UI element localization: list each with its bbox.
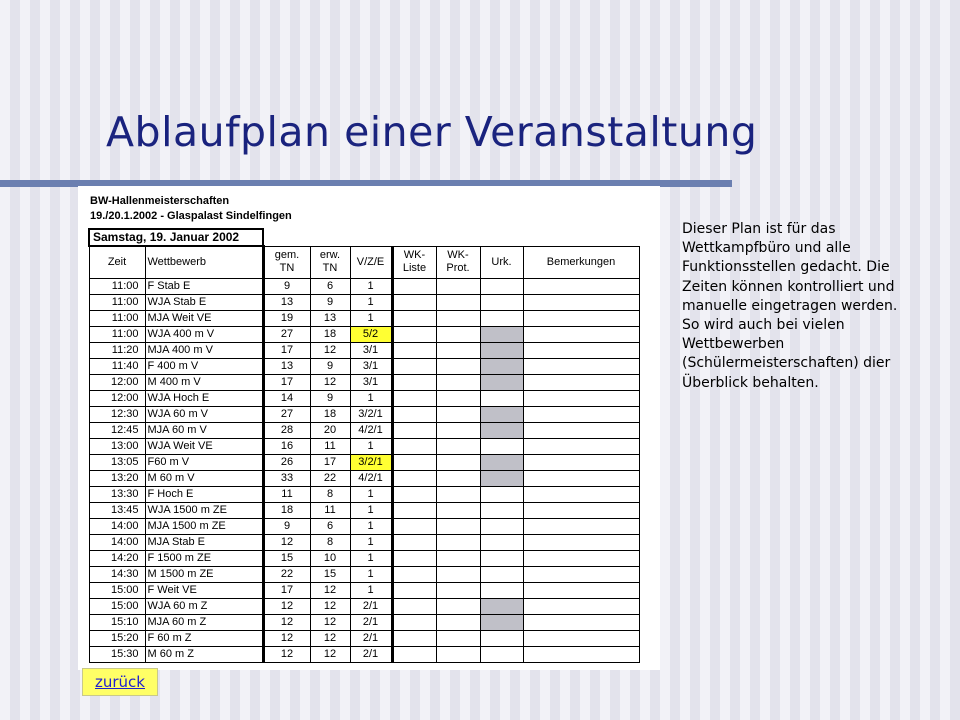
- cell-wettbewerb: MJA Weit VE: [145, 311, 263, 327]
- cell-wettbewerb: MJA 60 m Z: [145, 615, 263, 631]
- explanation-text: Dieser Plan ist für das Wettkampfbüro und alle Funktionsstellen gedacht. Die Zeiten können kontrolliert und manuelle eingetragen werden. So wird auch bei vielen Wettbewerben (Schülermeisterschaften) dier Überblick behalten.: [682, 221, 898, 391]
- cell-gem-tn: 17: [263, 583, 310, 599]
- cell-wk-liste: [392, 583, 436, 599]
- cell-zeit: 15:00: [89, 599, 145, 615]
- column-header-erw-tn: erw. TN: [310, 246, 350, 279]
- column-header-vze: V/Z/E: [350, 246, 392, 279]
- table-row: [89, 599, 639, 615]
- cell-bemerkungen: [523, 535, 639, 551]
- cell-erw-tn: 15: [310, 567, 350, 583]
- cell-wk-prot: [436, 327, 480, 343]
- cell-wettbewerb: MJA 400 m V: [145, 343, 263, 359]
- cell-erw-tn: 17: [310, 455, 350, 471]
- cell-wettbewerb: WJA 1500 m ZE: [145, 503, 263, 519]
- cell-wk-liste: [392, 519, 436, 535]
- cell-urk: [480, 279, 523, 295]
- cell-urk: [480, 391, 523, 407]
- cell-bemerkungen: [523, 583, 639, 599]
- cell-wk-prot: [436, 615, 480, 631]
- cell-zeit: 15:30: [89, 647, 145, 663]
- cell-wk-liste: [392, 439, 436, 455]
- cell-vze: 1: [350, 279, 392, 295]
- cell-bemerkungen: [523, 487, 639, 503]
- cell-vze: 3/2/1: [350, 407, 392, 423]
- cell-gem-tn: 27: [263, 327, 310, 343]
- cell-zeit: 15:00: [89, 583, 145, 599]
- cell-bemerkungen: [523, 423, 639, 439]
- cell-wk-prot: [436, 487, 480, 503]
- page-title: Ablaufplan einer Veranstaltung: [106, 108, 758, 156]
- table-header-row: [89, 246, 639, 279]
- cell-vze: 1: [350, 439, 392, 455]
- cell-wettbewerb: F60 m V: [145, 455, 263, 471]
- cell-erw-tn: 9: [310, 391, 350, 407]
- cell-vze: 2/1: [350, 599, 392, 615]
- cell-wettbewerb: M 60 m Z: [145, 647, 263, 663]
- cell-wk-liste: [392, 503, 436, 519]
- table-row: [89, 519, 639, 535]
- cell-gem-tn: 33: [263, 471, 310, 487]
- cell-zeit: 11:00: [89, 311, 145, 327]
- cell-wettbewerb: F 400 m V: [145, 359, 263, 375]
- cell-wettbewerb: F Stab E: [145, 279, 263, 295]
- cell-zeit: 12:45: [89, 423, 145, 439]
- table-row: [89, 311, 639, 327]
- cell-wk-liste: [392, 311, 436, 327]
- cell-gem-tn: 16: [263, 439, 310, 455]
- cell-wk-liste: [392, 391, 436, 407]
- cell-wk-prot: [436, 647, 480, 663]
- cell-gem-tn: 12: [263, 631, 310, 647]
- cell-bemerkungen: [523, 295, 639, 311]
- cell-erw-tn: 12: [310, 583, 350, 599]
- cell-erw-tn: 20: [310, 423, 350, 439]
- cell-wk-prot: [436, 407, 480, 423]
- cell-vze: 1: [350, 391, 392, 407]
- cell-vze: 1: [350, 567, 392, 583]
- cell-bemerkungen: [523, 439, 639, 455]
- cell-wk-prot: [436, 375, 480, 391]
- cell-wettbewerb: F Weit VE: [145, 583, 263, 599]
- column-header-urk: Urk.: [480, 246, 523, 279]
- cell-bemerkungen: [523, 471, 639, 487]
- cell-urk: [480, 359, 523, 375]
- cell-erw-tn: 11: [310, 503, 350, 519]
- cell-wettbewerb: WJA 400 m V: [145, 327, 263, 343]
- cell-bemerkungen: [523, 311, 639, 327]
- column-header-zeit: Zeit: [89, 246, 145, 279]
- cell-zeit: 12:00: [89, 375, 145, 391]
- cell-wk-prot: [436, 551, 480, 567]
- cell-wettbewerb: F Hoch E: [145, 487, 263, 503]
- cell-bemerkungen: [523, 407, 639, 423]
- cell-bemerkungen: [523, 519, 639, 535]
- cell-gem-tn: 17: [263, 375, 310, 391]
- table-row: [89, 279, 639, 295]
- cell-gem-tn: 11: [263, 487, 310, 503]
- cell-vze: 1: [350, 503, 392, 519]
- cell-erw-tn: 8: [310, 487, 350, 503]
- cell-vze: 3/2/1: [350, 455, 392, 471]
- cell-gem-tn: 13: [263, 295, 310, 311]
- cell-wk-prot: [436, 583, 480, 599]
- cell-zeit: 13:05: [89, 455, 145, 471]
- cell-zeit: 11:00: [89, 279, 145, 295]
- cell-vze: 1: [350, 519, 392, 535]
- cell-urk: [480, 375, 523, 391]
- cell-vze: 3/1: [350, 343, 392, 359]
- table-row: [89, 343, 639, 359]
- cell-wk-liste: [392, 343, 436, 359]
- cell-wk-prot: [436, 295, 480, 311]
- column-header-bemerkungen: Bemerkungen: [523, 246, 639, 279]
- column-header-wk-prot: WK-Prot.: [436, 246, 480, 279]
- sheet-heading-event: BW-Hallenmeisterschaften: [90, 195, 230, 207]
- cell-wk-prot: [436, 279, 480, 295]
- cell-bemerkungen: [523, 647, 639, 663]
- cell-vze: 1: [350, 583, 392, 599]
- cell-bemerkungen: [523, 599, 639, 615]
- cell-urk: [480, 295, 523, 311]
- cell-bemerkungen: [523, 279, 639, 295]
- table-row: [89, 647, 639, 663]
- cell-erw-tn: 12: [310, 615, 350, 631]
- table-row: [89, 631, 639, 647]
- cell-wk-liste: [392, 423, 436, 439]
- cell-gem-tn: 9: [263, 519, 310, 535]
- cell-zeit: 13:30: [89, 487, 145, 503]
- cell-bemerkungen: [523, 551, 639, 567]
- cell-erw-tn: 12: [310, 631, 350, 647]
- cell-urk: [480, 631, 523, 647]
- cell-zeit: 12:30: [89, 407, 145, 423]
- cell-erw-tn: 8: [310, 535, 350, 551]
- cell-erw-tn: 9: [310, 359, 350, 375]
- cell-wk-prot: [436, 471, 480, 487]
- table-row: [89, 615, 639, 631]
- cell-urk: [480, 551, 523, 567]
- cell-urk: [480, 583, 523, 599]
- cell-vze: 3/1: [350, 375, 392, 391]
- cell-urk: [480, 423, 523, 439]
- cell-urk: [480, 535, 523, 551]
- cell-gem-tn: 22: [263, 567, 310, 583]
- cell-wettbewerb: MJA Stab E: [145, 535, 263, 551]
- cell-wk-liste: [392, 567, 436, 583]
- cell-zeit: 13:20: [89, 471, 145, 487]
- cell-gem-tn: 12: [263, 647, 310, 663]
- cell-wk-liste: [392, 295, 436, 311]
- cell-erw-tn: 12: [310, 647, 350, 663]
- cell-zeit: 14:20: [89, 551, 145, 567]
- cell-vze: 4/2/1: [350, 423, 392, 439]
- cell-erw-tn: 18: [310, 327, 350, 343]
- cell-gem-tn: 19: [263, 311, 310, 327]
- cell-wk-liste: [392, 471, 436, 487]
- cell-urk: [480, 567, 523, 583]
- cell-wettbewerb: WJA Hoch E: [145, 391, 263, 407]
- cell-zeit: 14:00: [89, 519, 145, 535]
- cell-zeit: 14:00: [89, 535, 145, 551]
- day-label: Samstag, 19. Januar 2002: [89, 229, 263, 246]
- cell-wk-liste: [392, 455, 436, 471]
- cell-wk-prot: [436, 343, 480, 359]
- cell-wk-liste: [392, 647, 436, 663]
- cell-wettbewerb: MJA 60 m V: [145, 423, 263, 439]
- cell-erw-tn: 12: [310, 343, 350, 359]
- cell-wk-prot: [436, 567, 480, 583]
- table-row: [89, 471, 639, 487]
- column-header-gem-tn: gem. TN: [263, 246, 310, 279]
- table-row: [89, 487, 639, 503]
- cell-zeit: 11:00: [89, 327, 145, 343]
- cell-vze: 5/2: [350, 327, 392, 343]
- cell-urk: [480, 647, 523, 663]
- cell-urk: [480, 487, 523, 503]
- cell-urk: [480, 599, 523, 615]
- cell-bemerkungen: [523, 503, 639, 519]
- table-row: [89, 535, 639, 551]
- cell-zeit: 14:30: [89, 567, 145, 583]
- cell-gem-tn: 18: [263, 503, 310, 519]
- cell-urk: [480, 439, 523, 455]
- cell-bemerkungen: [523, 631, 639, 647]
- cell-bemerkungen: [523, 615, 639, 631]
- table-row: [89, 327, 639, 343]
- cell-urk: [480, 615, 523, 631]
- cell-erw-tn: 11: [310, 439, 350, 455]
- cell-urk: [480, 343, 523, 359]
- schedule-sheet: [78, 186, 660, 670]
- cell-gem-tn: 12: [263, 599, 310, 615]
- cell-wk-prot: [436, 311, 480, 327]
- cell-wk-prot: [436, 519, 480, 535]
- cell-wk-prot: [436, 599, 480, 615]
- cell-gem-tn: 17: [263, 343, 310, 359]
- cell-wettbewerb: F 1500 m ZE: [145, 551, 263, 567]
- cell-wk-prot: [436, 391, 480, 407]
- cell-gem-tn: 9: [263, 279, 310, 295]
- cell-wettbewerb: MJA 1500 m ZE: [145, 519, 263, 535]
- cell-wettbewerb: M 60 m V: [145, 471, 263, 487]
- cell-vze: 2/1: [350, 615, 392, 631]
- cell-zeit: 13:45: [89, 503, 145, 519]
- cell-gem-tn: 26: [263, 455, 310, 471]
- cell-erw-tn: 12: [310, 375, 350, 391]
- cell-bemerkungen: [523, 327, 639, 343]
- cell-urk: [480, 327, 523, 343]
- cell-wettbewerb: WJA Stab E: [145, 295, 263, 311]
- cell-bemerkungen: [523, 359, 639, 375]
- cell-wk-liste: [392, 359, 436, 375]
- column-header-wettbewerb: Wettbewerb: [145, 246, 263, 279]
- cell-zeit: 15:20: [89, 631, 145, 647]
- cell-vze: 1: [350, 295, 392, 311]
- cell-urk: [480, 311, 523, 327]
- cell-zeit: 15:10: [89, 615, 145, 631]
- table-row: [89, 423, 639, 439]
- cell-vze: 2/1: [350, 631, 392, 647]
- cell-gem-tn: 13: [263, 359, 310, 375]
- column-header-wk-liste: WK-Liste: [392, 246, 436, 279]
- cell-wk-prot: [436, 455, 480, 471]
- cell-erw-tn: 13: [310, 311, 350, 327]
- cell-bemerkungen: [523, 455, 639, 471]
- cell-erw-tn: 10: [310, 551, 350, 567]
- cell-gem-tn: 12: [263, 535, 310, 551]
- schedule-table: [88, 228, 640, 663]
- cell-wk-liste: [392, 279, 436, 295]
- table-row: [89, 359, 639, 375]
- cell-urk: [480, 455, 523, 471]
- cell-zeit: 11:40: [89, 359, 145, 375]
- cell-wk-prot: [436, 439, 480, 455]
- cell-wk-prot: [436, 503, 480, 519]
- cell-wk-liste: [392, 599, 436, 615]
- cell-erw-tn: 9: [310, 295, 350, 311]
- cell-bemerkungen: [523, 567, 639, 583]
- cell-vze: 1: [350, 311, 392, 327]
- cell-erw-tn: 22: [310, 471, 350, 487]
- cell-bemerkungen: [523, 343, 639, 359]
- cell-bemerkungen: [523, 375, 639, 391]
- cell-erw-tn: 12: [310, 599, 350, 615]
- back-link-button[interactable]: zurück: [82, 668, 158, 696]
- table-row: [89, 503, 639, 519]
- cell-wettbewerb: WJA Weit VE: [145, 439, 263, 455]
- table-row: [89, 439, 639, 455]
- cell-wk-prot: [436, 423, 480, 439]
- cell-gem-tn: 14: [263, 391, 310, 407]
- table-row: [89, 567, 639, 583]
- cell-wettbewerb: WJA 60 m Z: [145, 599, 263, 615]
- cell-wk-liste: [392, 327, 436, 343]
- cell-wk-liste: [392, 615, 436, 631]
- cell-wk-liste: [392, 551, 436, 567]
- cell-urk: [480, 407, 523, 423]
- cell-gem-tn: 12: [263, 615, 310, 631]
- cell-urk: [480, 471, 523, 487]
- cell-zeit: 13:00: [89, 439, 145, 455]
- cell-zeit: 11:20: [89, 343, 145, 359]
- cell-erw-tn: 6: [310, 519, 350, 535]
- cell-vze: 3/1: [350, 359, 392, 375]
- cell-wk-prot: [436, 631, 480, 647]
- sheet-heading-date-venue: 19./20.1.2002 - Glaspalast Sindelfingen: [90, 210, 292, 222]
- cell-urk: [480, 519, 523, 535]
- cell-wk-liste: [392, 375, 436, 391]
- cell-wk-liste: [392, 631, 436, 647]
- cell-wk-prot: [436, 535, 480, 551]
- table-row: [89, 375, 639, 391]
- cell-wk-prot: [436, 359, 480, 375]
- cell-erw-tn: 6: [310, 279, 350, 295]
- cell-urk: [480, 503, 523, 519]
- cell-wettbewerb: M 400 m V: [145, 375, 263, 391]
- cell-wettbewerb: M 1500 m ZE: [145, 567, 263, 583]
- table-row: [89, 391, 639, 407]
- cell-vze: 2/1: [350, 647, 392, 663]
- cell-wettbewerb: WJA 60 m V: [145, 407, 263, 423]
- cell-erw-tn: 18: [310, 407, 350, 423]
- cell-zeit: 12:00: [89, 391, 145, 407]
- cell-wk-liste: [392, 407, 436, 423]
- cell-vze: 1: [350, 535, 392, 551]
- table-row: [89, 455, 639, 471]
- cell-wk-liste: [392, 535, 436, 551]
- cell-vze: 1: [350, 487, 392, 503]
- cell-vze: 1: [350, 551, 392, 567]
- cell-gem-tn: 28: [263, 423, 310, 439]
- cell-vze: 4/2/1: [350, 471, 392, 487]
- cell-wettbewerb: F 60 m Z: [145, 631, 263, 647]
- table-row: [89, 551, 639, 567]
- cell-gem-tn: 27: [263, 407, 310, 423]
- cell-wk-liste: [392, 487, 436, 503]
- table-row: [89, 407, 639, 423]
- day-row: [89, 229, 639, 246]
- cell-zeit: 11:00: [89, 295, 145, 311]
- cell-bemerkungen: [523, 391, 639, 407]
- table-row: [89, 295, 639, 311]
- table-row: [89, 583, 639, 599]
- cell-gem-tn: 15: [263, 551, 310, 567]
